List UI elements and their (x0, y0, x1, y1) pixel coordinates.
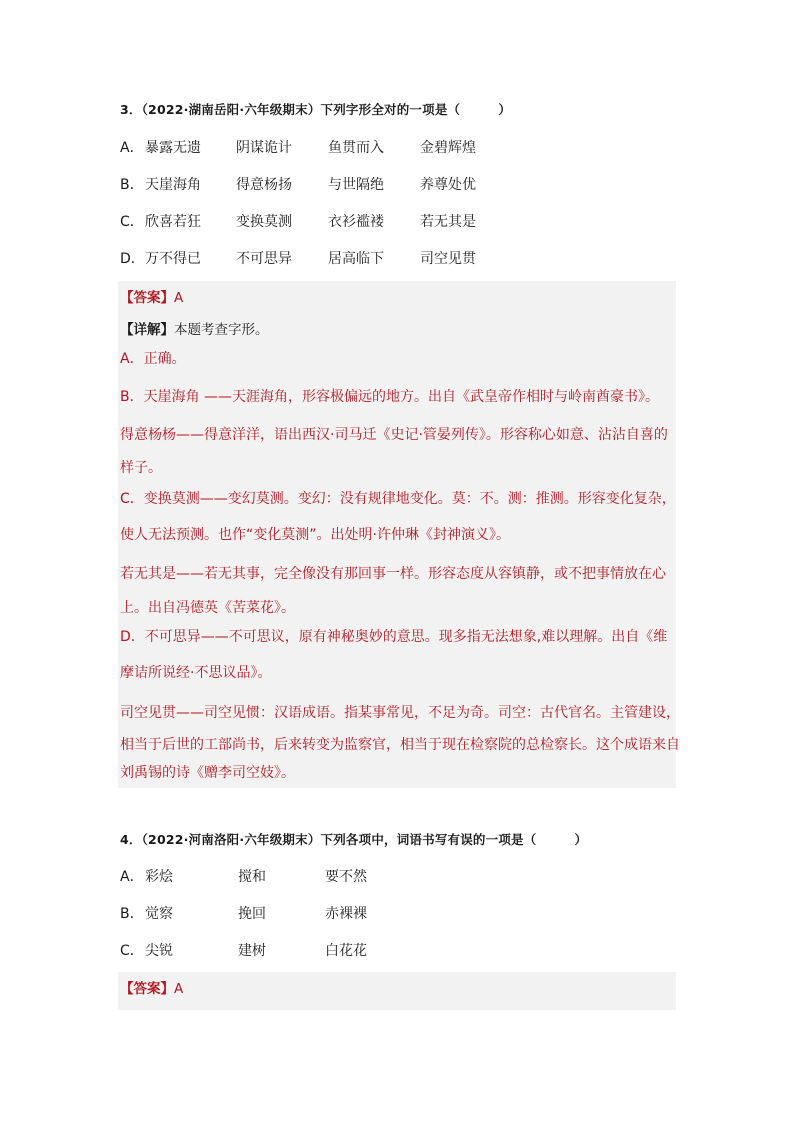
option-item: 建树 (238, 943, 266, 959)
explanation-line: D．不可思异——不可思议，原有神秘奥妙的意思。现多指无法想象,难以理解。出自《维 (120, 629, 668, 645)
option-letter: A． (120, 869, 144, 885)
option-item: 白花花 (325, 943, 367, 959)
option-letter: B． (120, 906, 144, 922)
answer-label: 【答案】 (120, 981, 174, 997)
option-item: 暴露无遗 (145, 140, 201, 156)
answer-value: A (174, 290, 184, 306)
answer-label: 【答案】 (120, 290, 174, 306)
option-letter: A． (120, 140, 144, 156)
q3-answer (120, 286, 183, 306)
explanation-line: B．天崖海角 ——天涯海角，形容极偏远的地方。出自《武皇帝作相时与岭南酋豪书》。 (120, 389, 660, 405)
explanation-line: C．变换莫测——变幻莫测。变幻：没有规律地变化。莫：不。测：推测。形容变化复杂， (120, 491, 676, 507)
option-item: 鱼贯而入 (328, 140, 384, 156)
option-item: 挽回 (238, 906, 266, 922)
question-3-header: 3．（2022·湖南岳阳·六年级期末）下列字形全对的一项是（ ） (120, 102, 512, 117)
explanation-line: 上。出自冯德英《苦菜花》。 (120, 600, 295, 616)
option-item: 司空见贯 (420, 251, 476, 267)
explanation-line: 摩诘所说经·不思议品》。 (120, 665, 272, 681)
option-letter: D． (120, 251, 145, 267)
option-item: 若无其是 (420, 214, 476, 230)
option-item: 万不得已 (145, 251, 201, 267)
option-item: 要不然 (325, 869, 367, 885)
explanation-line: 若无其是——若无其事，完全像没有那回事一样。形容态度从容镇静，或不把事情放在心 (120, 566, 666, 582)
detail-label: 【详解】 (120, 322, 174, 338)
option-item: 赤裸裸 (325, 906, 367, 922)
option-item: 养尊处优 (420, 177, 476, 193)
q3-detail (120, 318, 269, 338)
option-item: 天崖海角 (145, 177, 201, 193)
option-item: 金碧辉煌 (420, 140, 476, 156)
option-item: 衣衫褴褛 (328, 214, 384, 230)
option-item: 不可思异 (236, 251, 292, 267)
explanation-line: 刘禹锡的诗《赠李司空妓》。 (120, 765, 295, 781)
option-item: 阴谋诡计 (236, 140, 292, 156)
option-item: 得意杨扬 (236, 177, 292, 193)
q4-answer-panel (118, 972, 676, 1010)
explanation-line: 相当于后世的工部尚书，后来转变为监察官，相当于现在检察院的总检察长。这个成语来自 (120, 737, 680, 753)
option-letter: C． (120, 943, 144, 959)
option-item: 变换莫测 (236, 214, 292, 230)
option-item: 觉察 (145, 906, 173, 922)
option-item: 尖锐 (145, 943, 173, 959)
detail-text: 本题考查字形。 (174, 322, 269, 338)
option-item: 欣喜若狂 (145, 214, 201, 230)
option-letter: B． (120, 177, 144, 193)
explanation-line: A．正确。 (120, 351, 186, 367)
explanation-line: 使人无法预测。也作“变化莫测”。出处明·许仲琳《封神演义》。 (120, 527, 510, 543)
option-item: 居高临下 (328, 251, 384, 267)
explanation-line: 司空见贯——司空见惯：汉语成语。指某事常见，不足为奇。司空：古代官名。主管建设， (120, 705, 680, 721)
answer-value: A (174, 981, 184, 997)
option-item: 搅和 (238, 869, 266, 885)
explanation-line: 得意杨杨——得意洋洋，语出西汉·司马迁《史记·管晏列传》。形容称心如意、沾沾自喜的 (120, 427, 668, 443)
explanation-line: 样子。 (120, 460, 162, 476)
option-letter: C． (120, 214, 144, 230)
option-item: 与世隔绝 (328, 177, 384, 193)
q4-answer (120, 977, 183, 997)
question-4-header: 4．（2022·河南洛阳·六年级期末）下列各项中，词语书写有误的一项是（ ） (120, 832, 588, 847)
option-item: 彩烩 (145, 869, 173, 885)
